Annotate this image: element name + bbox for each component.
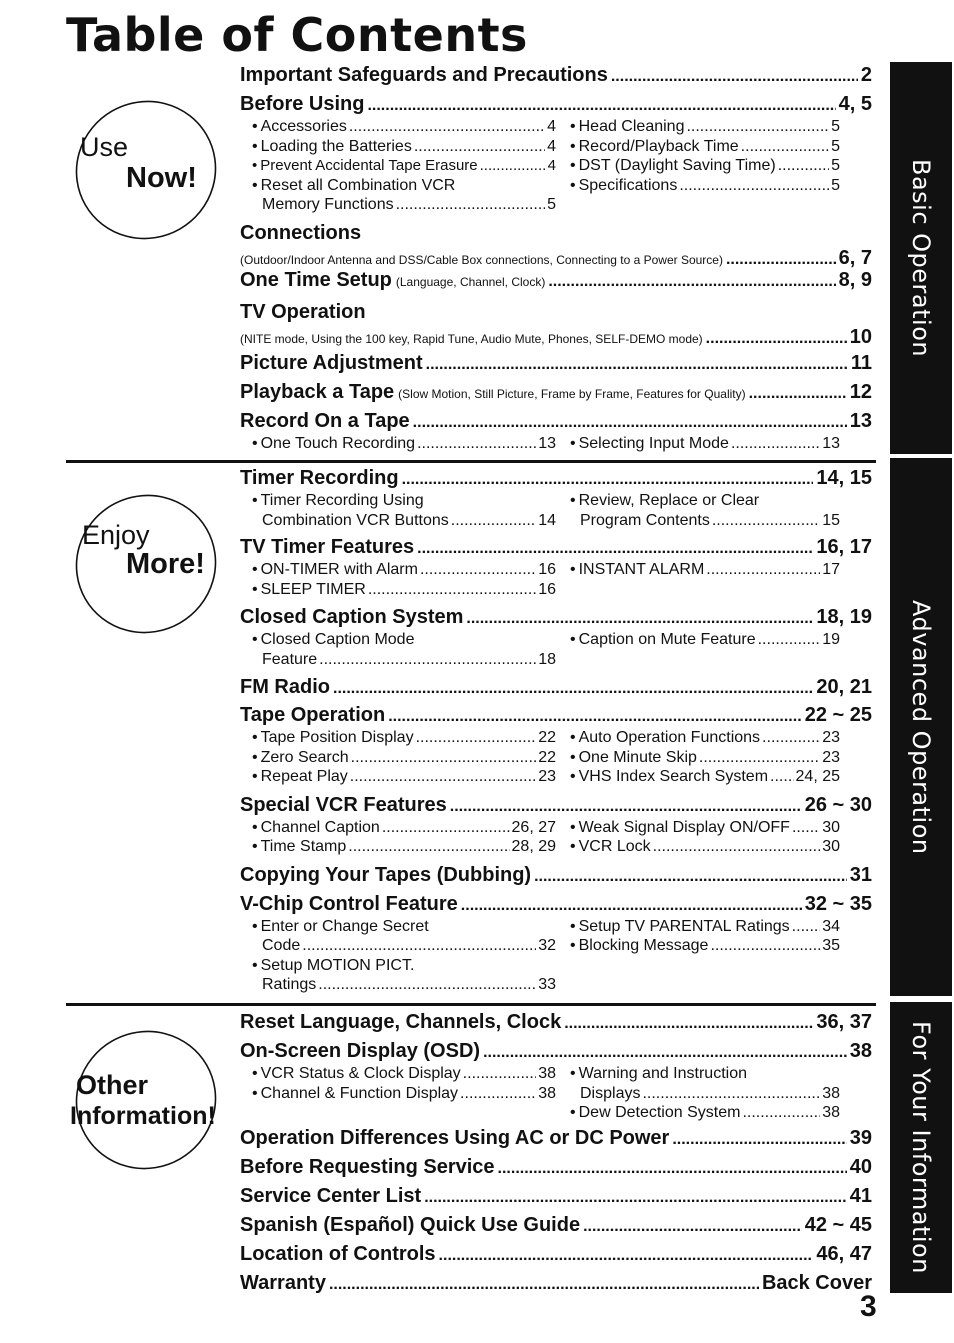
toc-entry[interactable]: FM Radio ..... 20, 21 [240,676,872,704]
toc-entry[interactable]: One Time Setup (Language, Channel, Clock) ..... 8, 9 [240,269,872,301]
sub-row: • One Touch Recording ..... 13 • Selecting Input Mode ..... 13 [240,435,872,455]
toc-entry[interactable]: Special VCR Features ..... 26 ~ 30 [240,794,872,819]
toc-entry[interactable]: On-Screen Display (OSD) ..... 38 [240,1040,872,1065]
sub-row: Memory Functions ..... 5 [240,196,872,216]
toc-entry[interactable]: Spanish (Español) Quick Use Guide ..... 42 ~ 45 [240,1214,872,1243]
toc-entry[interactable]: TV Operation [240,300,366,323]
toc-entry[interactable]: Reset Language, Channels, Clock ..... 36, 37 [240,1011,872,1040]
toc-entry[interactable]: Important Safeguards and Precautions ..... 2 [240,64,872,93]
toc-entry[interactable]: TV Timer Features ..... 16, 17 [240,536,872,561]
sub-row: • Time Stamp ..... 28, 29 • VCR Lock ..... 30 [240,838,872,858]
tab-for-your-information: For Your Information [890,1002,952,1293]
sub-row: • SLEEP TIMER ..... 16 [240,581,872,601]
toc-entry[interactable]: Picture Adjustment ..... 11 [240,352,872,381]
toc-entry[interactable]: Closed Caption System ..... 18, 19 [240,606,872,631]
toc-section-info [240,1011,872,1301]
sub-row: • Enter or Change Secret • Setup TV PARENTAL Ratings ..... 34 [240,918,872,938]
sub-row: • Reset all Combination VCR • Specifications ..... 5 [240,177,872,197]
toc-entry[interactable]: Record On a Tape ..... 13 [240,410,872,435]
toc-entry[interactable]: Location of Controls ..... 46, 47 [240,1243,872,1272]
toc-notes-row: (NITE mode, Using the 100 key, Rapid Tune, Audio Mute, Phones, SELF-DEMO mode) ..... 10 [240,326,872,348]
sub-row: • Channel Caption ..... 26, 27 • Weak Signal Display ON/OFF ..... 30 [240,819,872,839]
sub-row: • Repeat Play ..... 23 • VHS Index Search System ..... 24, 25 [240,768,872,788]
sub-row: • Prevent Accidental Tape Erasure ..... 4 • DST (Daylight Saving Time) ..... 5 [240,157,872,177]
sub-row: • Closed Caption Mode • Caption on Mute Feature ..... 19 [240,631,872,651]
toc-entry[interactable]: Before Requesting Service ..... 40 [240,1156,872,1185]
page-title: Table of Contents [66,8,528,62]
sub-row: Ratings ..... 33 [240,976,872,996]
section-divider [66,1003,876,1006]
tab-basic-operation: Basic Operation [890,62,952,454]
sub-row: Feature ..... 18 [240,651,872,671]
toc-entry[interactable]: Timer Recording ..... 14, 15 [240,467,872,492]
sub-list [240,118,872,216]
page-number: 3 [860,1290,877,1323]
toc-notes-row: (Outdoor/Indoor Antenna and DSS/Cable Box connections, Connecting to a Power Source) ..... 6, 7 [240,247,872,269]
section-divider [66,460,876,463]
toc-entry[interactable]: Warranty ..... Back Cover [240,1272,872,1301]
toc-section-basic [240,64,872,454]
toc-entry[interactable]: V-Chip Control Feature ..... 32 ~ 35 [240,893,872,918]
sub-row: Combination VCR Buttons ..... 14 Program Contents ..... 15 [240,512,872,532]
sub-row: • Accessories ..... 4 • Head Cleaning ..... 5 [240,118,872,138]
sub-row: • Loading the Batteries ..... 4 • Record/Playback Time ..... 5 [240,138,872,158]
toc-section-advanced [240,467,872,996]
sub-row: • Setup MOTION PICT. [252,956,415,974]
sub-row: Code ..... 32 • Blocking Message ..... 35 [240,937,872,957]
toc-entry[interactable]: Copying Your Tapes (Dubbing) ..... 31 [240,864,872,893]
toc-entry[interactable]: Tape Operation ..... 22 ~ 25 [240,704,872,729]
toc-entry[interactable]: Connections [240,221,362,244]
toc-entry[interactable]: Before Using ..... 4, 5 [240,93,872,118]
toc-entry[interactable]: Service Center List ..... 41 [240,1185,872,1214]
toc-entry[interactable]: Playback a Tape (Slow Motion, Still Picture, Frame by Frame, Features for Quality) ..... 12 [240,381,872,410]
badge-enjoy-more: Enjoy More! [66,482,226,642]
sub-row: • Channel & Function Display ..... 38 Displays ..... 38 [240,1085,872,1105]
toc-entry[interactable]: Operation Differences Using AC or DC Power ..... 39 [240,1127,872,1156]
sub-row: • Tape Position Display ..... 22 • Auto Operation Functions ..... 23 [240,729,872,749]
sub-row: • ON-TIMER with Alarm ..... 16 • INSTANT ALARM ..... 17 [240,561,872,581]
sub-row: • Timer Recording Using • Review, Replace or Clear [252,492,760,509]
tab-advanced-operation: Advanced Operation [890,458,952,996]
badge-other-information: Other Information! [66,1018,226,1178]
badge-use-now: Use Now! [66,88,226,248]
sub-row: • Zero Search ..... 22 • One Minute Skip ..... 23 [240,749,872,769]
sub-row: • Dew Detection System ..... 38 [240,1104,872,1124]
sub-row: • VCR Status & Clock Display ..... 38 • Warning and Instruction [240,1065,872,1085]
